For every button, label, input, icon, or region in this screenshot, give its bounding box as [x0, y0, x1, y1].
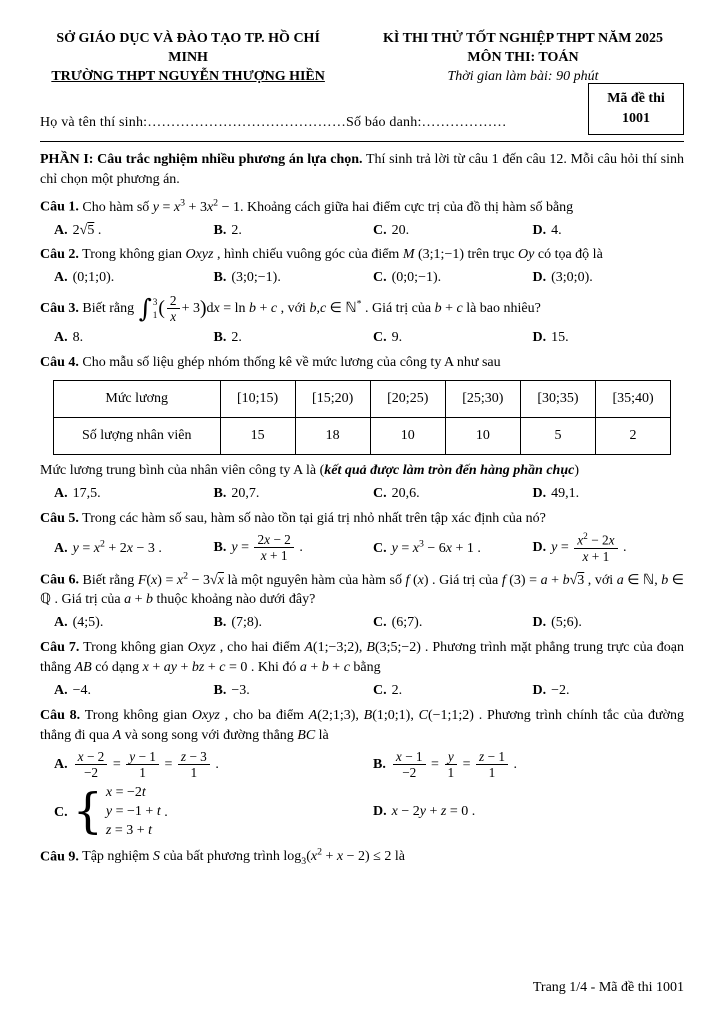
- option-label: C.: [373, 540, 387, 556]
- option-text: (5;6).: [551, 615, 582, 631]
- table-row-header: Mức lương: [53, 381, 220, 418]
- option-text: 8.: [72, 329, 84, 345]
- question-body: Trong không gian Oxyz , cho hai điểm A(1;−3;2), B(3;5;−2) . Phương trình mặt phẳng trung trực của đoạn thẳng AB có dạng x + ay + bz + c = 0 . Khi đó a + b + c bằng: [40, 640, 685, 675]
- option-text: −4.: [72, 682, 92, 698]
- answer-option: [373, 613, 525, 633]
- option-label: B.: [213, 615, 227, 631]
- part1-title-rest: Thí sinh trả lời từ câu 1 đến câu 12. Mỗi câu hỏi thí sinh chỉ chọn một phương án.: [40, 152, 685, 188]
- exam-code-value: 1001: [622, 110, 650, 126]
- exam-header: [40, 30, 684, 87]
- question-block: [40, 509, 684, 564]
- option-text: $\frac{x - 1}{-2}$ = $\frac{y}{1}$ = $\frac{z - 1}{1}$ .: [391, 757, 517, 772]
- answer-option: [214, 681, 366, 701]
- answer-option: [54, 537, 206, 559]
- table-cell: 10: [370, 418, 445, 455]
- option-label: D.: [532, 486, 547, 502]
- option-label: C.: [373, 486, 387, 502]
- exam-title: KÌ THI THỬ TỐT NGHIỆP THPT NĂM 2025: [383, 31, 663, 46]
- option-text: 2.: [231, 222, 242, 238]
- answer-option: [373, 221, 525, 241]
- question-block: [40, 846, 684, 869]
- answer-option: [214, 221, 366, 241]
- option-label: C.: [373, 222, 387, 238]
- exam-title-header: [362, 30, 684, 87]
- answer-option: [373, 681, 525, 701]
- question-text: [40, 846, 684, 869]
- table-cell: [10;15): [220, 381, 295, 418]
- option-label: A.: [54, 329, 68, 345]
- question-body: Cho mẫu số liệu ghép nhóm thống kê về mức lương của công ty A như sau: [82, 354, 501, 370]
- question-block: [40, 569, 684, 633]
- question-options: [40, 268, 684, 288]
- option-label: A.: [54, 270, 68, 286]
- question-label: Câu 9.: [40, 849, 79, 865]
- option-label: D.: [532, 540, 547, 556]
- option-label: B.: [213, 540, 227, 556]
- school-header: [40, 30, 336, 87]
- option-text: (7;8).: [231, 615, 263, 631]
- answer-option: [54, 268, 206, 288]
- answer-option: [373, 802, 684, 822]
- answer-option: [533, 613, 685, 633]
- question-text: [40, 353, 684, 373]
- option-label: A.: [54, 615, 68, 631]
- question-text: [40, 293, 684, 325]
- answer-option: [54, 784, 365, 841]
- questions-container: [40, 196, 684, 869]
- question-text: [40, 706, 684, 746]
- question-body: Tập nghiệm S của bất phương trình $\log_3(x^2 + x - 2) \le 2$ là: [82, 846, 405, 868]
- answer-option: [54, 484, 206, 504]
- option-text: { x = −2t y = −1 + t z = 3 + t .: [72, 784, 168, 840]
- part1-title: [40, 150, 684, 190]
- option-text: (4;5).: [72, 615, 104, 631]
- question-text: [40, 245, 684, 265]
- answer-option: [54, 681, 206, 701]
- question-label: Câu 8.: [40, 707, 81, 723]
- option-text: 2.: [231, 329, 242, 345]
- question-block: [40, 638, 684, 701]
- answer-option: [533, 328, 685, 348]
- option-label: C.: [373, 682, 387, 698]
- option-label: C.: [373, 615, 387, 631]
- option-label: B.: [213, 222, 227, 238]
- option-label: C.: [373, 270, 387, 286]
- option-text: (3;0;−1).: [231, 270, 281, 286]
- table-cell: [30;35): [520, 381, 595, 418]
- table-row: [53, 381, 670, 418]
- option-text: 20,6.: [391, 486, 420, 502]
- table-cell: 2: [595, 418, 670, 455]
- option-label: A.: [54, 540, 68, 556]
- option-label: D.: [532, 615, 547, 631]
- option-label: A.: [54, 756, 68, 772]
- option-text: 20,7.: [231, 486, 260, 502]
- code-row: [40, 90, 684, 136]
- option-label: B.: [213, 270, 227, 286]
- option-text: $y = x^3 - 6x + 1$ .: [391, 538, 481, 556]
- answer-option: [533, 681, 685, 701]
- answer-option: [54, 328, 206, 348]
- table-row-header: Số lượng nhân viên: [53, 418, 220, 455]
- option-label: B.: [373, 756, 386, 772]
- option-text: (0;0;−1).: [391, 270, 442, 286]
- question-label: Câu 4.: [40, 354, 79, 370]
- page-footer: Trang 1/4 - Mã đề thi 1001: [532, 980, 684, 996]
- table-cell: 15: [220, 418, 295, 455]
- exam-code-label: Mã đề thi: [607, 90, 665, 106]
- exam-subject: MÔN THI: TOÁN: [467, 49, 579, 65]
- option-text: 49,1.: [551, 486, 580, 502]
- answer-option: [533, 268, 685, 288]
- option-text: 2.: [391, 682, 403, 698]
- option-label: B.: [213, 329, 227, 345]
- option-text: 9.: [391, 329, 403, 345]
- school-name: TRƯỜNG THPT NGUYỄN THƯỢNG HIỀN: [51, 68, 325, 84]
- part1-title-bold: PHẦN I: Câu trắc nghiệm nhiều phương án lựa chọn.: [40, 152, 363, 168]
- question-label: Câu 6.: [40, 572, 79, 588]
- answer-option: [214, 268, 366, 288]
- question-text: [40, 196, 684, 218]
- question-block: [40, 353, 684, 504]
- question-block: [40, 196, 684, 240]
- answer-option: [533, 221, 685, 241]
- option-label: A.: [54, 682, 68, 698]
- question-table: [53, 380, 671, 455]
- answer-option: [373, 328, 525, 348]
- question-table-wrap: [40, 380, 684, 455]
- answer-option: [533, 484, 685, 504]
- question-options: [40, 613, 684, 633]
- option-text: $y = x^2 + 2x - 3$ .: [72, 538, 162, 556]
- option-text: $\frac{x - 2}{-2}$ = $\frac{y - 1}{1}$ = $\frac{z - 3}{1}$ .: [73, 757, 219, 772]
- option-text: y = $\frac{x^2 - 2x}{x + 1}$ .: [551, 531, 627, 564]
- question-label: Câu 3.: [40, 301, 79, 317]
- student-info-line: Họ và tên thí sinh:……………………………………Số báo danh:………………: [40, 115, 507, 131]
- option-text: 15.: [551, 329, 569, 345]
- answer-option: [214, 328, 366, 348]
- option-label: D.: [532, 682, 547, 698]
- option-text: (0;1;0).: [72, 270, 115, 286]
- question-text: [40, 509, 684, 529]
- question-label: Câu 7.: [40, 640, 80, 656]
- option-text: x − 2y + z = 0 .: [391, 804, 476, 820]
- table-cell: [35;40): [595, 381, 670, 418]
- question-posttext: Mức lương trung bình của nhân viên công ty A là (kết quả được làm tròn đến hàng phần chục): [40, 463, 579, 479]
- option-text: −2.: [551, 682, 570, 698]
- option-label: C.: [373, 329, 387, 345]
- option-label: A.: [54, 222, 68, 238]
- option-label: D.: [532, 329, 547, 345]
- option-text: −3.: [231, 682, 250, 698]
- question-options: [40, 484, 684, 504]
- option-label: D.: [532, 270, 547, 286]
- answer-option: [373, 484, 525, 504]
- answer-option: [54, 749, 365, 781]
- answer-option: [54, 613, 206, 633]
- option-text: y = $\frac{2x - 2}{x + 1}$ .: [231, 532, 303, 564]
- option-text: (3;0;0).: [551, 270, 593, 286]
- question-options: [40, 221, 684, 241]
- option-text: 4.: [551, 222, 562, 238]
- option-text: 2 √ 5 .: [73, 223, 102, 238]
- question-block: [40, 706, 684, 841]
- option-label: A.: [54, 486, 68, 502]
- answer-option: [214, 532, 366, 564]
- option-label: B.: [213, 486, 227, 502]
- question-body: Trong các hàm số sau, hàm số nào tồn tại giá trị nhỏ nhất trên tập xác định của nó?: [82, 510, 546, 526]
- answer-option: [373, 749, 684, 781]
- table-cell: [15;20): [295, 381, 370, 418]
- answer-option: [54, 221, 206, 241]
- answer-option: [214, 484, 366, 504]
- option-text: 17,5.: [72, 486, 101, 502]
- table-cell: [25;30): [445, 381, 520, 418]
- table-row: [53, 418, 670, 455]
- question-options: [40, 749, 684, 841]
- question-label: Câu 1.: [40, 199, 79, 215]
- option-text: 20.: [391, 222, 410, 238]
- question-text: [40, 638, 684, 678]
- answer-option: [533, 532, 685, 564]
- header-divider: [40, 141, 684, 142]
- option-label: B.: [213, 682, 227, 698]
- option-label: D.: [373, 804, 387, 820]
- table-cell: [20;25): [370, 381, 445, 418]
- question-label: Câu 5.: [40, 510, 79, 526]
- exam-duration: Thời gian làm bài: 90 phút: [447, 68, 599, 84]
- question-block: [40, 293, 684, 347]
- answer-option: [214, 613, 366, 633]
- question-options: [40, 532, 684, 564]
- question-options: [40, 328, 684, 348]
- answer-option: [373, 537, 525, 559]
- option-label: D.: [532, 222, 547, 238]
- option-text: (6;7).: [391, 615, 423, 631]
- question-body: Trong không gian Oxyz , hình chiếu vuông góc của điểm M (3;1;−1) trên trục Oy có tọa độ là: [82, 247, 603, 263]
- question-body: Cho hàm số $y = x^3 + 3x^2 - 1$. Khoảng cách giữa hai điểm cực trị của đồ thị hàm số bằng: [82, 197, 574, 215]
- question-text: [40, 569, 684, 610]
- option-label: C.: [54, 804, 68, 820]
- exam-code-box: [588, 83, 684, 136]
- question-body: Biết rằng $F(x) = x^2 - 3$ √ $\overline{x}$ là một nguyên hàm của hàm số f (x) . Giá trị của f (3) = a + b √ 3 , với a ∈ ℕ, b ∈ ℚ . Giá trị của a + b thuộc khoảng nào dưới đây?: [40, 573, 684, 608]
- question-label: Câu 2.: [40, 247, 79, 263]
- table-cell: 5: [520, 418, 595, 455]
- question-options: [40, 681, 684, 701]
- table-cell: 18: [295, 418, 370, 455]
- question-block: [40, 245, 684, 288]
- question-body: Trong không gian Oxyz , cho ba điểm A(2;1;3), B(1;0;1), C(−1;1;2) . Phương trình chính tắc của đường thẳng đi qua A và song song với đường thẳng BC là: [40, 707, 684, 743]
- department-name: SỞ GIÁO DỤC VÀ ĐÀO TẠO TP. HỒ CHÍ MINH: [56, 31, 320, 65]
- table-cell: 10: [445, 418, 520, 455]
- answer-option: [373, 268, 525, 288]
- question-body: Biết rằng ∫ 3 1 ( $\frac{2}{x}$ + 3)dx = ln b + c , với b,c ∈ ℕ* . Giá trị của b + c là bao nhiêu?: [82, 293, 541, 325]
